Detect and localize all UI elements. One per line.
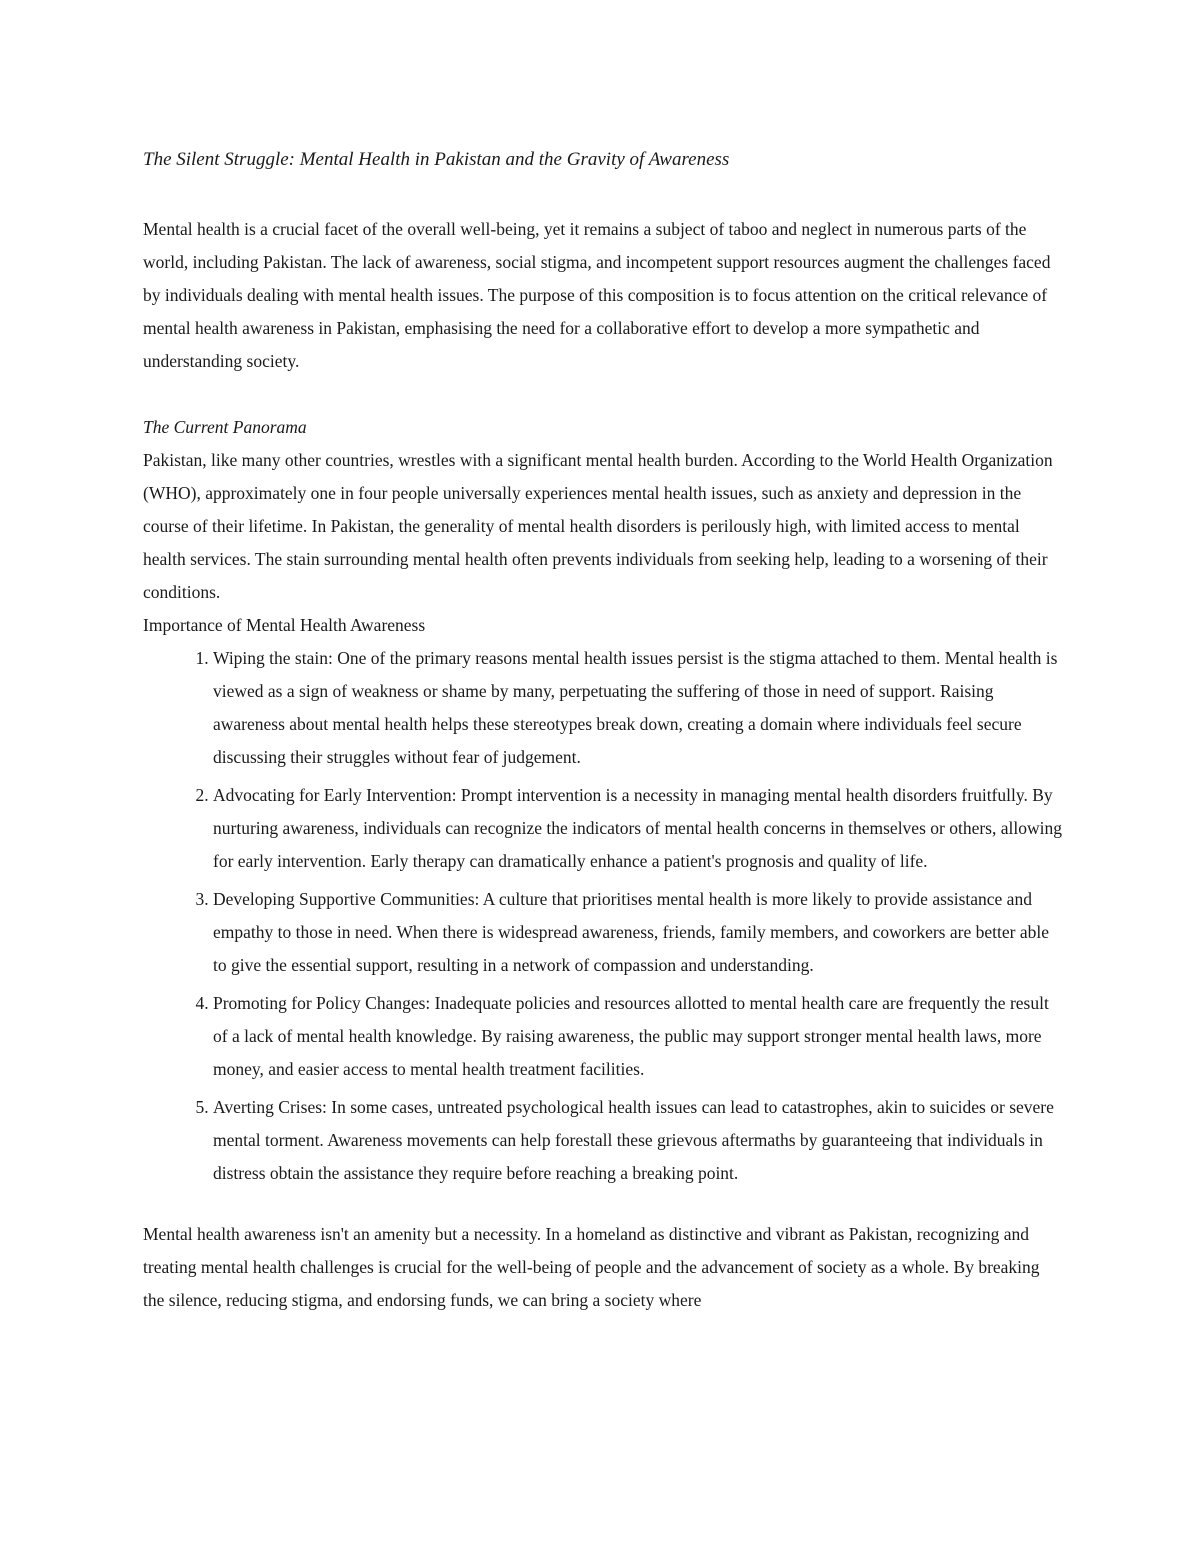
document-page	[143, 140, 1063, 1317]
list-item: 3. Developing Supportive Communities: A culture that prioritises mental health is more likely to provide assistance and empathy to those in need. When there is widespread awareness, friends, family members, and coworkers are better able to give the essential support, resulting in a network of compassion and understanding.	[213, 883, 1063, 982]
intro-paragraph: Mental health is a crucial facet of the overall well-being, yet it remains a subject of taboo and neglect in numerous parts of the world, including Pakistan. The lack of awareness, social stigma, and incompetent support resources augment the challenges faced by individuals dealing with mental health issues. The purpose of this composition is to focus attention on the critical relevance of mental health awareness in Pakistan, emphasising the need for a collaborative effort to develop a more sympathetic and understanding society.	[143, 219, 1051, 371]
conclusion-paragraph: Mental health awareness isn't an amenity but a necessity. In a homeland as distinctive and vibrant as Pakistan, recognizing and treating mental health challenges is crucial for the well-being of people and the advancement of society as a whole. By breaking the silence, reducing stigma, and endorsing funds, we can bring a society where	[143, 1224, 1040, 1310]
list-item: 2. Advocating for Early Intervention: Prompt intervention is a necessity in managing mental health disorders fruitfully. By nurturing awareness, individuals can recognize the indicators of mental health concerns in themselves or others, allowing for early intervention. Early therapy can dramatically enhance a patient's prognosis and quality of life.	[213, 779, 1063, 878]
document-title: The Silent Struggle: Mental Health in Pakistan and the Gravity of Awareness	[143, 149, 730, 170]
list-item: 1. Wiping the stain: One of the primary reasons mental health issues persist is the stigma attached to them. Mental health is viewed as a sign of weakness or shame by many, perpetuating the suffering of those in need of support. Raising awareness about mental health helps these stereotypes break down, creating a domain where individuals feel secure discussing their struggles without fear of judgement.	[213, 642, 1063, 774]
list-item: 5. Averting Crises: In some cases, untreated psychological health issues can lead to catastrophes, akin to suicides or severe mental torment. Awareness movements can help forestall these grievous aftermaths by guaranteeing that individuals in distress obtain the assistance they require before reaching a breaking point.	[213, 1091, 1063, 1190]
list-item: 4. Promoting for Policy Changes: Inadequate policies and resources allotted to mental health care are frequently the result of a lack of mental health knowledge. By raising awareness, the public may support stronger mental health laws, more money, and easier access to mental health treatment facilities.	[213, 987, 1063, 1086]
current-panorama-heading: The Current Panorama	[143, 417, 307, 437]
current-panorama-paragraph: Pakistan, like many other countries, wrestles with a significant mental health burden. According to the World Health Organization (WHO), approximately one in four people universally experiences mental health issues, such as anxiety and depression in the course of their lifetime. In Pakistan, the generality of mental health disorders is perilously high, with limited access to mental health services. The stain surrounding mental health often prevents individuals from seeking help, leading to a worsening of their conditions.	[143, 450, 1053, 602]
importance-list	[143, 642, 1063, 1190]
importance-heading: Importance of Mental Health Awareness	[143, 615, 426, 635]
